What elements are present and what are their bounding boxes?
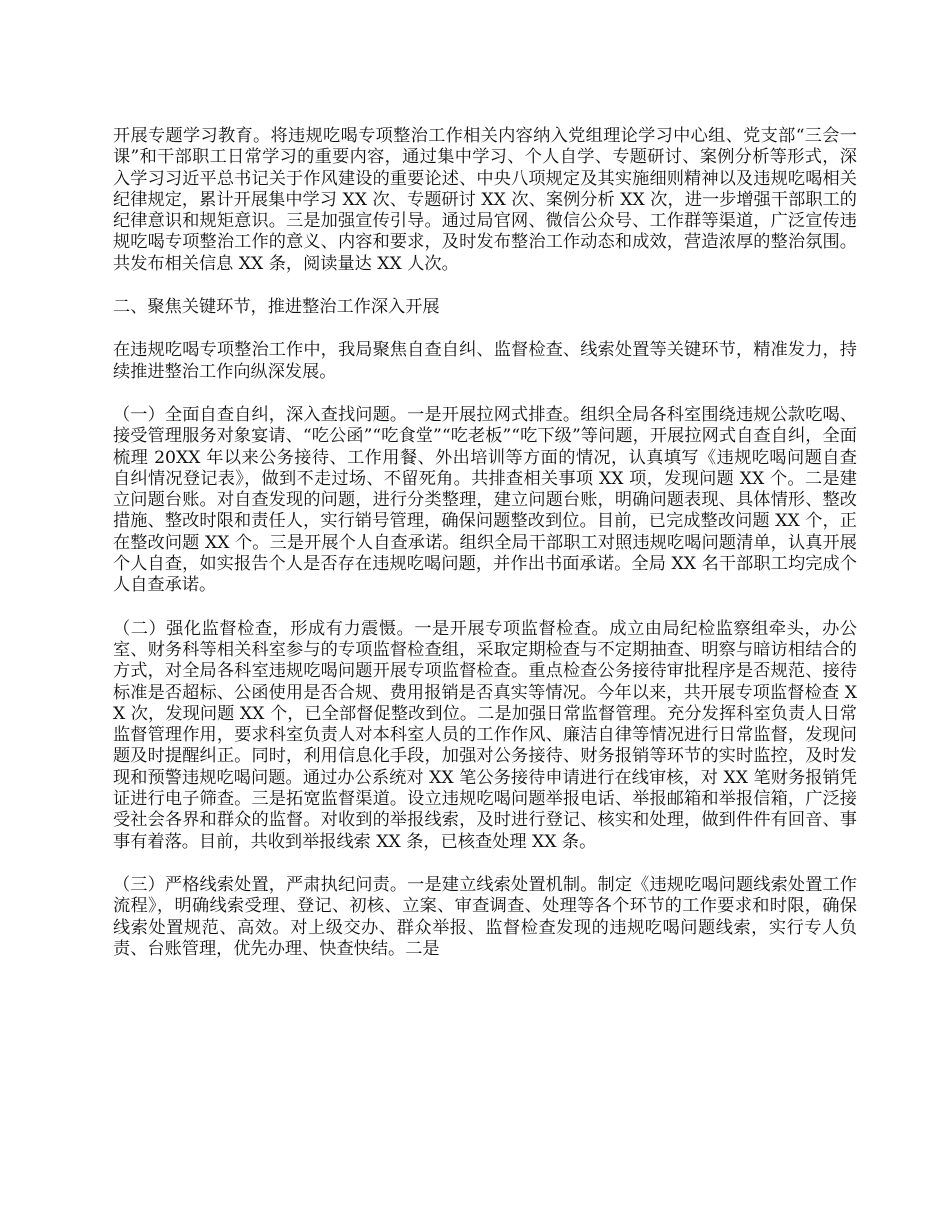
section-heading-two: 二、聚焦关键环节，推进整治工作深入开展	[113, 297, 440, 318]
document-body	[113, 126, 857, 982]
paragraph-self-inspection: （一）全面自查自纠，深入查找问题。一是开展拉网式排查。组织全局各科室围绕违规公款吃喝、接受管理服务对象宴请、“吃公函”“吃食堂”“吃老板”“吃下级”等问题，开展拉网式自查自纠，全面梳理 20XX 年以来公务接待、工作用餐、外出培训等方面的情况，认真填写《违规吃喝问题自查自纠情况登记表》，做到不走过场、不留死角。共排查相关事项 XX 项，发现问题 XX 个。二是建立问题台账。对自查发现的问题，进行分类整理，建立问题台账，明确问题表现、具体情形、整改措施、整改时限和责任人，实行销号管理，确保问题整改到位。目前，已完成整改问题 XX 个，正在整改问题 XX 个。三是开展个人自查承诺。组织全局干部职工对照违规吃喝问题清单，认真开展个人自查，如实报告个人是否存在违规吃喝问题，并作出书面承诺。全局 XX 名干部职工均完成个人自查承诺。	[113, 404, 857, 596]
paragraph-supervision: （二）强化监督检查，形成有力震慑。一是开展专项监督检查。成立由局纪检监察组牵头，办公室、财务科等相关科室参与的专项监督检查组，采取定期检查与不定期抽查、明察与暗访相结合的方式，对全局各科室违规吃喝问题开展专项监督检查。重点检查公务接待审批程序是否规范、接待标准是否超标、公函使用是否合规、费用报销是否真实等情况。今年以来，共开展专项监督检查 XX 次，发现问题 XX 个，已全部督促整改到位。二是加强日常监督管理。充分发挥科室负责人日常监督管理作用，要求科室负责人对本科室人员的工作作风、廉洁自律等情况进行日常监督，发现问题及时提醒纠正。同时，利用信息化手段，加强对公务接待、财务报销等环节的实时监控，及时发现和预警违规吃喝问题。通过办公系统对 XX 笔公务接待申请进行在线审核，对 XX 笔财务报销凭证进行电子筛查。三是拓宽监督渠道。设立违规吃喝问题举报电话、举报邮箱和举报信箱，广泛接受社会各界和群众的监督。对收到的举报线索，及时进行登记、核实和处理，做到件件有回音、事事有着落。目前，共收到举报线索 XX 条，已核查处理 XX 条。	[113, 618, 857, 852]
paragraph-study-education: 开展专题学习教育。将违规吃喝专项整治工作相关内容纳入党组理论学习中心组、党支部“三会一课”和干部职工日常学习的重要内容，通过集中学习、个人自学、专题研讨、案例分析等形式，深入学习习近平总书记关于作风建设的重要论述、中央八项规定及其实施细则精神以及违规吃喝相关纪律规定，累计开展集中学习 XX 次、专题研讨 XX 次、案例分析 XX 次，进一步增强干部职工的纪律意识和规矩意识。三是加强宣传引导。通过局官网、微信公众号、工作群等渠道，广泛宣传违规吃喝专项整治工作的意义、内容和要求，及时发布整治工作动态和成效，营造浓厚的整治氛围。共发布相关信息 XX 条，阅读量达 XX 人次。	[113, 126, 857, 274]
paragraph-clue-handling: （三）严格线索处置，严肃执纪问责。一是建立线索处置机制。制定《违规吃喝问题线索处置工作流程》，明确线索受理、登记、初核、立案、审查调查、处理等各个环节的工作要求和时限，确保线索处置规范、高效。对上级交办、群众举报、监督检查发现的违规吃喝问题线索，实行专人负责、台账管理，优先办理、快查快结。二是	[113, 874, 857, 959]
paragraph-section-intro: 在违规吃喝专项整治工作中，我局聚焦自查自纠、监督检查、线索处置等关键环节，精准发力，持续推进整治工作向纵深发展。	[113, 340, 857, 382]
